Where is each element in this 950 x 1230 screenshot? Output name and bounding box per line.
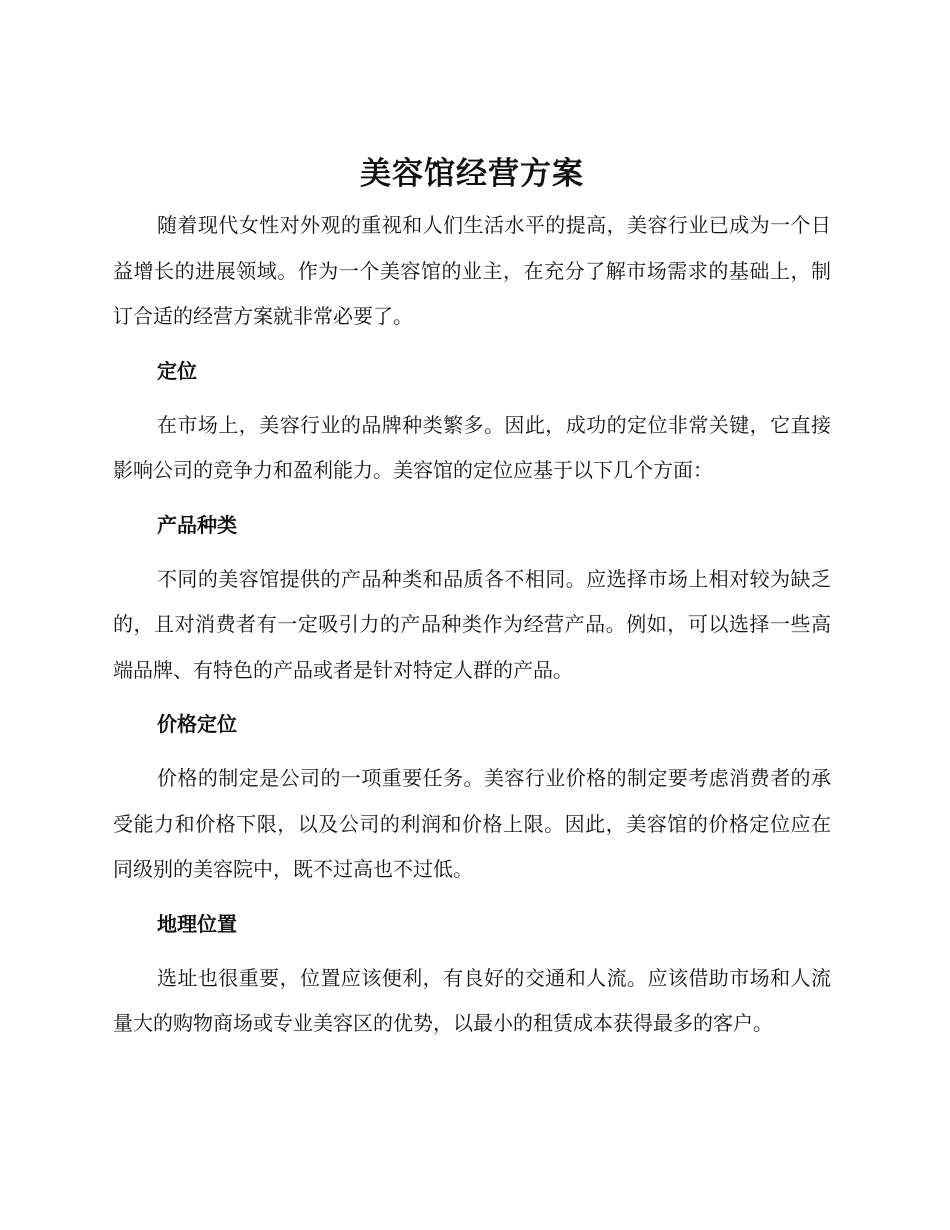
section-heading-location: 地理位置: [157, 911, 237, 936]
section-heading-pricing: 价格定位: [157, 712, 237, 736]
document-body: [113, 150, 831, 1047]
section-text-location: 选址也很重要，位置应该便利，有良好的交通和人流。应该借助市场和人流量大的购物商场或专业美容区的优势，以最小的租赁成本获得最多的客户。: [113, 965, 831, 1035]
document-title: 美容馆经营方案: [360, 156, 584, 192]
section-heading-product-types: 产品种类: [157, 512, 237, 537]
section-text-pricing: 价格的制定是公司的一项重要任务。美容行业价格的制定要考虑消费者的承受能力和价格下限，以及公司的利润和价格上限。因此，美容馆的价格定位应在同级别的美容院中，既不过高也不过低。: [113, 766, 831, 881]
intro-paragraph: 随着现代女性对外观的重视和人们生活水平的提高，美容行业已成为一个日益增长的进展领域。作为一个美容馆的业主，在充分了解市场需求的基础上，制订合适的经营方案就非常必要了。: [113, 213, 831, 328]
section-heading-positioning: 定位: [157, 358, 197, 383]
section-text-positioning: 在市场上，美容行业的品牌种类繁多。因此，成功的定位非常关键，它直接影响公司的竞争力和盈利能力。美容馆的定位应基于以下几个方面：: [113, 412, 831, 482]
section-text-product-types: 不同的美容馆提供的产品种类和品质各不相同。应选择市场上相对较为缺乏的，且对消费者有一定吸引力的产品种类作为经营产品。例如，可以选择一些高端品牌、有特色的产品或者是针对特定人群的产品。: [113, 566, 831, 682]
